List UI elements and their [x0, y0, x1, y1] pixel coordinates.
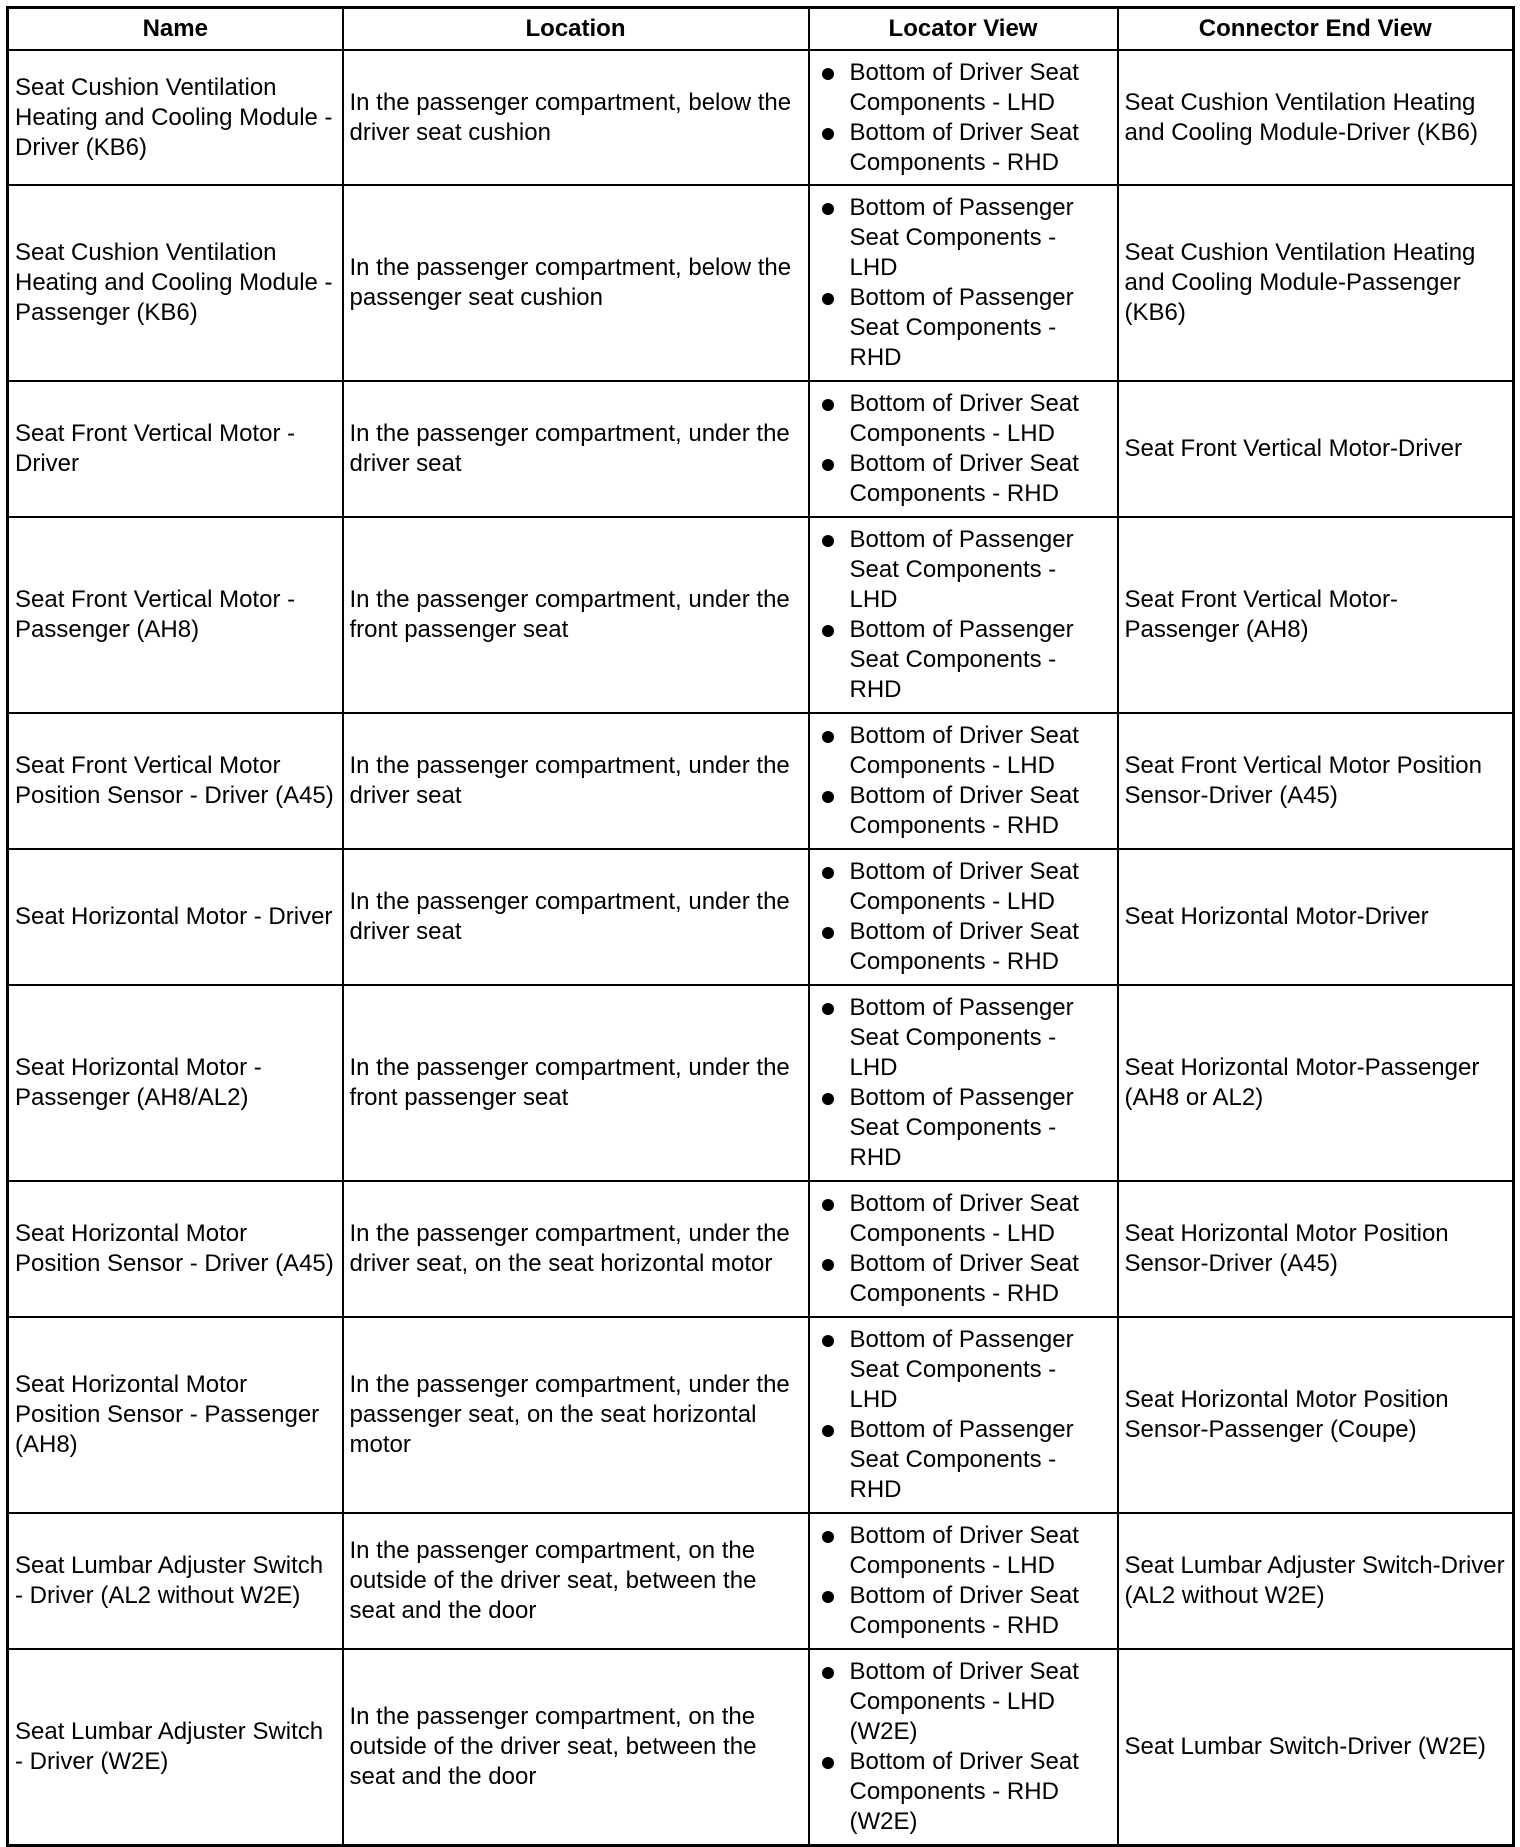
table-row: [8, 1181, 1514, 1317]
cell-name: Seat Lumbar Adjuster Switch - Driver (AL2 without W2E): [8, 1513, 343, 1649]
header-connector-end-view: Connector End View: [1118, 8, 1514, 51]
locator-list-item: Bottom of Driver Seat Components - RHD: [814, 1249, 1111, 1309]
header-row: [8, 8, 1514, 51]
cell-name: Seat Horizontal Motor Position Sensor - Passenger (AH8): [8, 1317, 343, 1513]
locator-list-item: Bottom of Driver Seat Components - RHD: [814, 1581, 1111, 1641]
locator-list-item: Bottom of Passenger Seat Components - LHD: [814, 993, 1111, 1083]
table-row: [8, 185, 1514, 381]
cell-name: Seat Front Vertical Motor - Passenger (AH8): [8, 517, 343, 713]
header-locator-view: Locator View: [809, 8, 1118, 51]
cell-locator-view: [809, 713, 1118, 849]
locator-list: [814, 721, 1111, 841]
locator-list-item: Bottom of Driver Seat Components - RHD: [814, 449, 1111, 509]
cell-connector-end-view: Seat Front Vertical Motor-Passenger (AH8): [1118, 517, 1514, 713]
cell-location: In the passenger compartment, under the passenger seat, on the seat horizontal motor: [343, 1317, 809, 1513]
locator-list: [814, 1521, 1111, 1641]
cell-connector-end-view: Seat Horizontal Motor Position Sensor-Driver (A45): [1118, 1181, 1514, 1317]
header-location: Location: [343, 8, 809, 51]
locator-list: [814, 389, 1111, 509]
cell-connector-end-view: Seat Cushion Ventilation Heating and Cooling Module-Driver (KB6): [1118, 50, 1514, 185]
locator-list-item: Bottom of Driver Seat Components - RHD: [814, 118, 1111, 178]
locator-list-item: Bottom of Driver Seat Components - LHD: [814, 721, 1111, 781]
cell-name: Seat Front Vertical Motor - Driver: [8, 381, 343, 517]
locator-list: [814, 193, 1111, 373]
cell-name: Seat Cushion Ventilation Heating and Cooling Module - Passenger (KB6): [8, 185, 343, 381]
cell-locator-view: [809, 1649, 1118, 1845]
table-row: [8, 1317, 1514, 1513]
cell-location: In the passenger compartment, under the driver seat: [343, 381, 809, 517]
cell-location: In the passenger compartment, on the outside of the driver seat, between the seat and the door: [343, 1513, 809, 1649]
cell-connector-end-view: Seat Lumbar Adjuster Switch-Driver (AL2 without W2E): [1118, 1513, 1514, 1649]
locator-list-item: Bottom of Driver Seat Components - RHD: [814, 781, 1111, 841]
locator-list-item: Bottom of Driver Seat Components - LHD: [814, 1189, 1111, 1249]
cell-name: Seat Horizontal Motor - Passenger (AH8/AL2): [8, 985, 343, 1181]
locator-list-item: Bottom of Driver Seat Components - LHD: [814, 58, 1111, 118]
table-row: [8, 849, 1514, 985]
table-row: [8, 1649, 1514, 1845]
table-row: [8, 985, 1514, 1181]
locator-list: [814, 1657, 1111, 1837]
table-body: [8, 50, 1514, 1845]
locator-list-item: Bottom of Passenger Seat Components - RHD: [814, 615, 1111, 705]
cell-locator-view: [809, 50, 1118, 185]
cell-locator-view: [809, 1317, 1118, 1513]
locator-list: [814, 857, 1111, 977]
cell-locator-view: [809, 381, 1118, 517]
locator-list-item: Bottom of Passenger Seat Components - RHD: [814, 1415, 1111, 1505]
locator-list: [814, 525, 1111, 705]
table-row: [8, 381, 1514, 517]
cell-locator-view: [809, 849, 1118, 985]
header-name: Name: [8, 8, 343, 51]
table-row: [8, 517, 1514, 713]
locator-list-item: Bottom of Driver Seat Components - RHD (W2E): [814, 1747, 1111, 1837]
cell-name: Seat Horizontal Motor - Driver: [8, 849, 343, 985]
cell-locator-view: [809, 985, 1118, 1181]
cell-location: In the passenger compartment, below the driver seat cushion: [343, 50, 809, 185]
cell-connector-end-view: Seat Horizontal Motor-Passenger (AH8 or AL2): [1118, 985, 1514, 1181]
cell-locator-view: [809, 517, 1118, 713]
cell-location: In the passenger compartment, below the passenger seat cushion: [343, 185, 809, 381]
cell-location: In the passenger compartment, under the front passenger seat: [343, 985, 809, 1181]
cell-location: In the passenger compartment, under the driver seat: [343, 849, 809, 985]
component-locator-table: [6, 6, 1515, 1847]
cell-connector-end-view: Seat Front Vertical Motor-Driver: [1118, 381, 1514, 517]
cell-location: In the passenger compartment, on the outside of the driver seat, between the seat and the door: [343, 1649, 809, 1845]
cell-locator-view: [809, 1181, 1118, 1317]
cell-connector-end-view: Seat Cushion Ventilation Heating and Cooling Module-Passenger (KB6): [1118, 185, 1514, 381]
cell-name: Seat Cushion Ventilation Heating and Cooling Module - Driver (KB6): [8, 50, 343, 185]
cell-location: In the passenger compartment, under the driver seat: [343, 713, 809, 849]
cell-name: Seat Lumbar Adjuster Switch - Driver (W2E): [8, 1649, 343, 1845]
locator-list-item: Bottom of Passenger Seat Components - LHD: [814, 193, 1111, 283]
locator-list-item: Bottom of Passenger Seat Components - RHD: [814, 1083, 1111, 1173]
cell-location: In the passenger compartment, under the front passenger seat: [343, 517, 809, 713]
table-row: [8, 713, 1514, 849]
locator-list: [814, 1325, 1111, 1505]
locator-list-item: Bottom of Driver Seat Components - LHD (W2E): [814, 1657, 1111, 1747]
cell-name: Seat Front Vertical Motor Position Sensor - Driver (A45): [8, 713, 343, 849]
cell-connector-end-view: Seat Lumbar Switch-Driver (W2E): [1118, 1649, 1514, 1845]
locator-list-item: Bottom of Driver Seat Components - LHD: [814, 857, 1111, 917]
locator-list: [814, 993, 1111, 1173]
locator-list: [814, 58, 1111, 178]
table-row: [8, 50, 1514, 185]
cell-location: In the passenger compartment, under the driver seat, on the seat horizontal motor: [343, 1181, 809, 1317]
cell-name: Seat Horizontal Motor Position Sensor - Driver (A45): [8, 1181, 343, 1317]
locator-list: [814, 1189, 1111, 1309]
locator-list-item: Bottom of Driver Seat Components - LHD: [814, 1521, 1111, 1581]
cell-locator-view: [809, 185, 1118, 381]
table-row: [8, 1513, 1514, 1649]
locator-list-item: Bottom of Passenger Seat Components - LHD: [814, 1325, 1111, 1415]
cell-connector-end-view: Seat Horizontal Motor Position Sensor-Passenger (Coupe): [1118, 1317, 1514, 1513]
cell-locator-view: [809, 1513, 1118, 1649]
cell-connector-end-view: Seat Front Vertical Motor Position Sensor-Driver (A45): [1118, 713, 1514, 849]
locator-list-item: Bottom of Passenger Seat Components - LHD: [814, 525, 1111, 615]
cell-connector-end-view: Seat Horizontal Motor-Driver: [1118, 849, 1514, 985]
locator-list-item: Bottom of Passenger Seat Components - RHD: [814, 283, 1111, 373]
locator-list-item: Bottom of Driver Seat Components - RHD: [814, 917, 1111, 977]
locator-list-item: Bottom of Driver Seat Components - LHD: [814, 389, 1111, 449]
